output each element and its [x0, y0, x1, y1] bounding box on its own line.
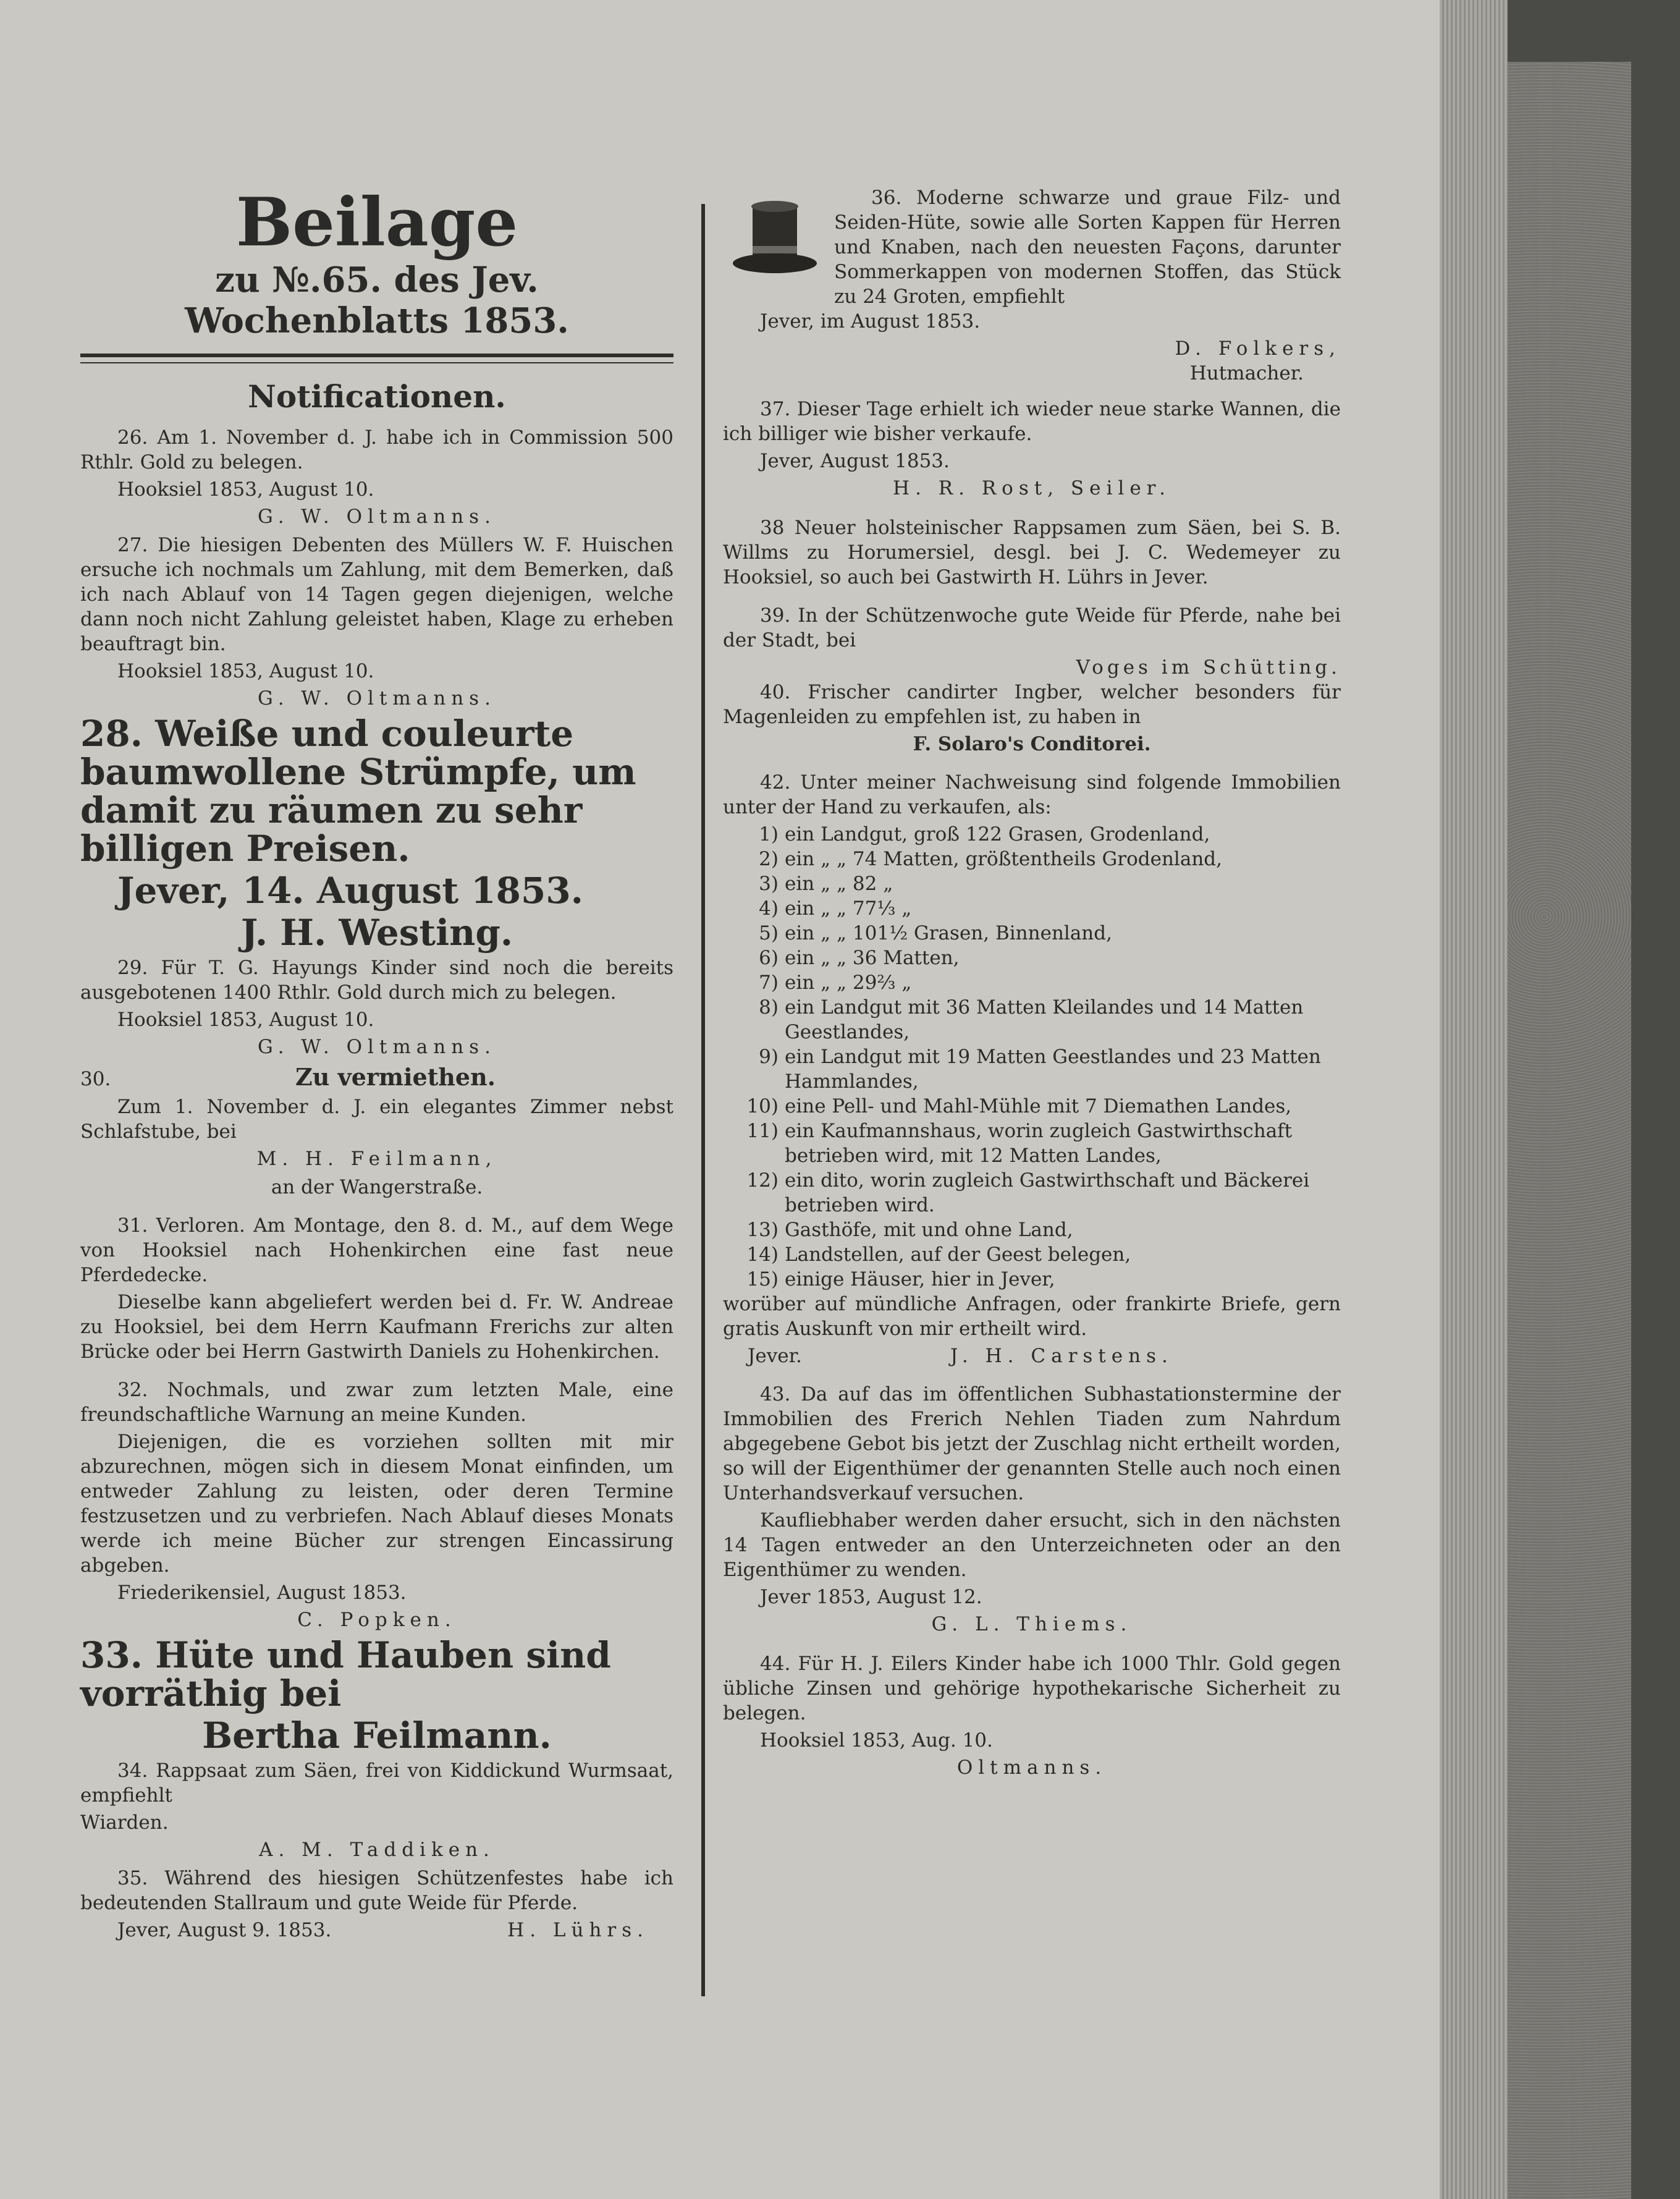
notice-signature: Oltmanns. [956, 1756, 1107, 1779]
notice-heading: Zu vermiethen. [295, 1063, 496, 1091]
notice-place: Jever, 14. August 1853. [117, 870, 583, 912]
notice-35 [80, 1866, 673, 1945]
notice-42 [723, 770, 1341, 1371]
notice-text-2: Dieselbe kann abgeliefert werden bei d. Fr. W. Andreae zu Hooksiel, bei dem Herrn Kaufmann Frerichs zur alten Brücke oder bei Herrn Gastwirth Daniels zu Hohenkirchen. [80, 1291, 673, 1363]
notice-intro: 42. Unter meiner Nachweisung sind folgende Immobilien unter der Hand zu verkaufen, als: [723, 771, 1341, 818]
notice-place: Hooksiel 1853, August 10. [117, 660, 374, 682]
notice-place: Jever, August 1853. [760, 450, 950, 472]
list-item: 12) ein dito, worin zugleich Gastwirthschaft und Bäckerei betrieben wird. [746, 1169, 1310, 1216]
notice-signature: Voges im Schütting. [1076, 656, 1341, 679]
notice-text: 39. In der Schützenwoche gute Weide für Pferde, nahe bei der Stadt, bei [723, 604, 1341, 651]
column-rule [701, 204, 705, 1996]
notice-34 [80, 1758, 673, 1862]
notice-signature: F. Solaro's Conditorei. [913, 733, 1151, 755]
notice-36 [723, 185, 1341, 386]
notice-signature: G. L. Thiems. [931, 1613, 1133, 1635]
notice-signature: G. W. Oltmanns. [258, 1036, 496, 1058]
list-item: 14) Landstellen, auf der Geest belegen, [746, 1244, 1131, 1266]
list-item: 5) ein „ „ 101½ Grasen, Binnenland, [759, 922, 1112, 944]
list-item: 6) ein „ „ 36 Matten, [759, 947, 960, 969]
notice-30 [80, 1063, 673, 1200]
notice-signature-address: an der Wangerstraße. [271, 1176, 483, 1198]
notice-signature: H. R. Rost, Seiler. [893, 477, 1171, 499]
notice-place: Jever, August 9. 1853. [117, 1919, 332, 1941]
notice-text: 38 Neuer holsteinischer Rappsamen zum Säen, bei S. B. Willms zu Horumersiel, desgl. bei J. C. Wedemeyer zu Hooksiel, so auch bei Gastwirth H. Lührs in Jever. [723, 517, 1341, 588]
list-item: 4) ein „ „ 77⅓ „ [759, 897, 912, 920]
left-column [80, 185, 673, 1945]
notice-signature: J. H. Carstens. [950, 1345, 1173, 1367]
list-item: 10) eine Pell- und Mahl-Mühle mit 7 Diemathen Landes, [746, 1095, 1292, 1117]
list-item: 11) ein Kaufmannshaus, worin zugleich Gastwirthschaft betrieben wird, mit 12 Matten Landes, [746, 1120, 1293, 1167]
notice-place: Jever 1853, August 12. [760, 1586, 982, 1608]
notice-37 [723, 397, 1341, 501]
masthead-subtitle: zu №.65. des Jev. Wochenblatts 1853. [185, 260, 569, 341]
notice-place: Hooksiel 1853, August 10. [117, 1009, 374, 1031]
notice-27 [80, 533, 673, 711]
notice-place: Hooksiel 1853, August 10. [117, 478, 374, 501]
notice-number: 30. [80, 1068, 111, 1090]
notice-33 [80, 1636, 673, 1755]
notice-text: 35. Während des hiesigen Schützenfestes habe ich bedeutenden Stallraum und gute Weide für Pferde. [80, 1867, 673, 1914]
right-column [723, 185, 1341, 1784]
masthead-rule [80, 354, 673, 363]
notice-signature-trade: Hutmacher. [1189, 362, 1304, 384]
section-heading: Notificationen. [248, 378, 506, 415]
notice-place: Wiarden. [80, 1811, 169, 1834]
notice-39 [723, 603, 1341, 680]
notice-43 [723, 1382, 1341, 1637]
notice-text: 29. Für T. G. Hayungs Kinder sind noch die bereits ausgebotenen 1400 Rthlr. Gold durch mich zu belegen. [80, 957, 673, 1004]
notice-text: 40. Frischer candirter Ingber, welcher besonders für Magenleiden zu empfehlen ist, zu haben in [723, 681, 1341, 728]
notice-outro: worüber auf mündliche Anfragen, oder frankirte Briefe, gern gratis Auskunft von mir ertheilt wird. [723, 1293, 1341, 1340]
notice-place: Jever, im August 1853. [760, 310, 981, 333]
list-item: 2) ein „ „ 74 Matten, größtentheils Grodenland, [759, 848, 1222, 870]
notice-text: 43. Da auf das im öffentlichen Subhastationstermine der Immobilien des Frerich Nehlen Tiaden zum Nahrdum abgegebene Gebot bis jetzt der Zuschlag nicht ertheilt worden, so will der Eigenthümer der genannten Stelle auch noch einen Unterhandsverkauf versuchen. [723, 1383, 1341, 1504]
list-item: 9) ein Landgut mit 19 Matten Geestlandes und 23 Matten Hammlandes, [759, 1046, 1321, 1093]
notice-text-2: Kaufliebhaber werden daher ersucht, sich in den nächsten 14 Tagen entweder an den Unterzeichneten oder an den Eigenthümer zu wenden. [723, 1509, 1341, 1581]
notice-signature: M. H. Feilmann, [256, 1148, 497, 1170]
notice-text: 36. Moderne schwarze und graue Filz- und Seiden-Hüte, sowie alle Sorten Kappen für Herren und Knaben, nach den neuesten Façons, darunter Sommerkappen von modernen Stoffen, das Stück zu 24 Groten, empfiehlt [834, 187, 1341, 308]
notice-signature: G. W. Oltmanns. [258, 506, 496, 528]
notice-signature: D. Folkers, [1175, 337, 1341, 360]
notice-40 [723, 680, 1341, 756]
list-item: 3) ein „ „ 82 „ [759, 873, 893, 895]
notice-text: 34. Rappsaat zum Säen, frei von Kiddickund Wurmsaat, empfiehlt [80, 1760, 673, 1807]
notice-31 [80, 1213, 673, 1364]
notice-text: 33. Hüte und Hauben sind vorräthig bei [80, 1634, 611, 1714]
notice-text: 26. Am 1. November d. J. habe ich in Commission 500 Rthlr. Gold zu belegen. [80, 426, 673, 473]
page-edges [1440, 0, 1508, 2199]
notice-text: 27. Die hiesigen Debenten des Müllers W. F. Huischen ersuche ich nochmals um Zahlung, mit dem Bemerken, daß ich nach Ablauf von 14 Tagen gegen diejenigen, welche dann noch nicht Zahlung geleistet haben, Klage zu erheben beauftragt bin. [80, 534, 673, 655]
notice-signature: G. W. Oltmanns. [258, 687, 496, 710]
list-item: 1) ein Landgut, groß 122 Grasen, Grodenland, [759, 823, 1210, 845]
notice-signature: Bertha Feilmann. [202, 1714, 552, 1756]
list-item: 13) Gasthöfe, mit und ohne Land, [746, 1219, 1073, 1241]
notice-text: 28. Weiße und couleurte baumwollene Strümpfe, um damit zu räumen zu sehr billigen Preisen. [80, 713, 636, 870]
notice-place: Friederikensiel, August 1853. [117, 1582, 407, 1604]
notice-signature: H. Lührs. [507, 1919, 649, 1941]
notice-38 [723, 515, 1341, 590]
notice-text: 31. Verloren. Am Montage, den 8. d. M., auf dem Wege von Hooksiel nach Hohenkirchen eine fast neue Pferdedecke. [80, 1214, 673, 1286]
masthead-title: Beilage [235, 184, 518, 261]
notice-44 [723, 1651, 1341, 1780]
notice-text: 32. Nochmals, und zwar zum letzten Male, eine freundschaftliche Warnung an meine Kunden. [80, 1379, 673, 1426]
notice-signature: J. H. Westing. [240, 912, 513, 954]
notice-place: Hooksiel 1853, Aug. 10. [760, 1729, 993, 1752]
notice-26 [80, 425, 673, 529]
notice-text: Zum 1. November d. J. ein elegantes Zimmer nebst Schlafstube, bei [80, 1096, 673, 1143]
notice-signature: A. M. Taddiken. [259, 1839, 495, 1861]
list-item: 15) einige Häuser, hier in Jever, [746, 1268, 1055, 1290]
notice-header [80, 1063, 673, 1095]
notice-signature: C. Popken. [297, 1609, 457, 1631]
list-item: 7) ein „ „ 29⅔ „ [759, 972, 912, 994]
notice-28 [80, 714, 673, 952]
notice-text: 37. Dieser Tage erhielt ich wieder neue starke Wannen, die ich billiger wie bisher verkaufe. [723, 398, 1341, 445]
notice-text-2: Diejenigen, die es vorziehen sollten mit mir abzurechnen, mögen sich in diesem Monat einfinden, um entweder Zahlung zu leisten, oder deren Termine festzusetzen und zu verbriefen. Nach Ablauf dieses Monats werde ich meine Bücher zur strengen Eincassirung abgeben. [80, 1431, 673, 1577]
notice-29 [80, 955, 673, 1059]
notice-place: Jever. [748, 1345, 802, 1367]
list-item: 8) ein Landgut mit 36 Matten Kleilandes und 14 Matten Geestlandes, [759, 996, 1304, 1043]
notice-text: 44. Für H. J. Eilers Kinder habe ich 1000 Thlr. Gold gegen übliche Zinsen und gehörige hypothekarische Sicherheit zu belegen. [723, 1653, 1341, 1724]
book-cover-edge [1508, 62, 1631, 2199]
notice-32 [80, 1378, 673, 1632]
property-list [723, 822, 1341, 1292]
